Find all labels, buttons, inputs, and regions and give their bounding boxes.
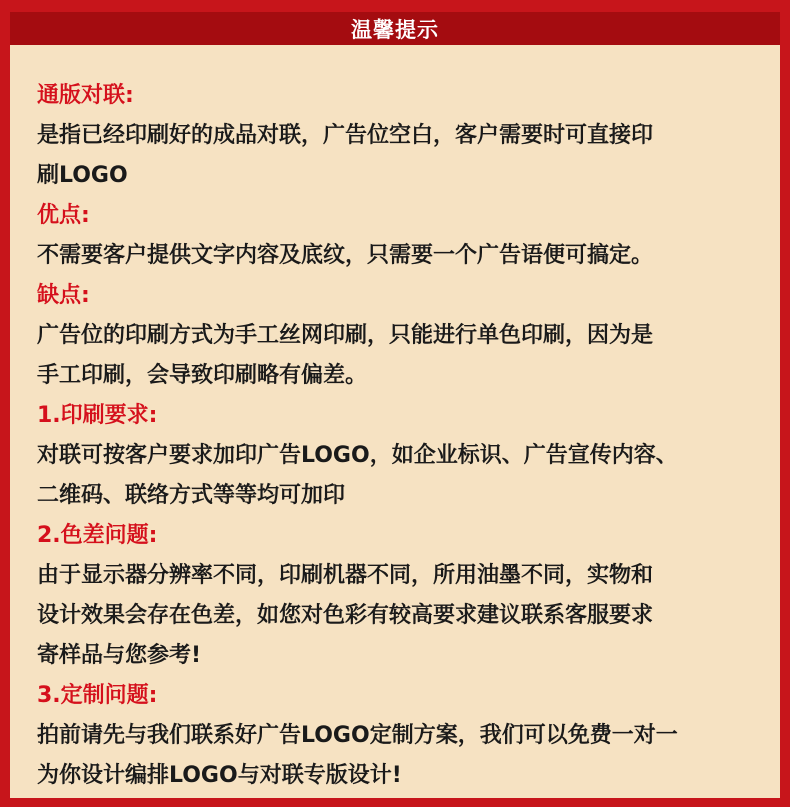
section-text: 由于显示器分辨率不同，印刷机器不同，所用油墨不同，实物和: [37, 563, 654, 588]
section-label-printing-requirements: 1.印刷要求:: [37, 403, 158, 428]
section-text: 对联可按客户要求加印广告LOGO，如企业标识、广告宣传内容、: [37, 443, 678, 468]
notice-panel: [10, 12, 780, 798]
section-label-customization: 3.定制问题:: [37, 683, 158, 708]
section-label-general: 通版对联:: [37, 83, 134, 108]
section-label-advantages: 优点:: [37, 203, 90, 228]
section-text: 广告位的印刷方式为手工丝网印刷，只能进行单色印刷，因为是: [37, 323, 654, 348]
section-text: 为你设计编排LOGO与对联专版设计!: [37, 763, 402, 788]
section-text: 寄样品与您参考!: [37, 643, 202, 668]
notice-content: [37, 76, 758, 796]
section-text: 设计效果会存在色差，如您对色彩有较高要求建议联系客服要求: [37, 603, 654, 628]
section-text: 是指已经印刷好的成品对联，广告位空白，客户需要时可直接印: [37, 123, 654, 148]
header-bar: [10, 12, 780, 45]
section-text: 手工印刷，会导致印刷略有偏差。: [37, 363, 368, 388]
section-text: 拍前请先与我们联系好广告LOGO定制方案，我们可以免费一对一: [37, 723, 678, 748]
section-text: 刷LOGO: [37, 163, 128, 188]
section-label-disadvantages: 缺点:: [37, 283, 90, 308]
page-title: 温馨提示: [351, 17, 439, 42]
section-text: 不需要客户提供文字内容及底纹，只需要一个广告语便可搞定。: [37, 243, 654, 268]
section-text: 二维码、联络方式等等均可加印: [37, 483, 346, 508]
section-label-color-difference: 2.色差问题:: [37, 523, 158, 548]
